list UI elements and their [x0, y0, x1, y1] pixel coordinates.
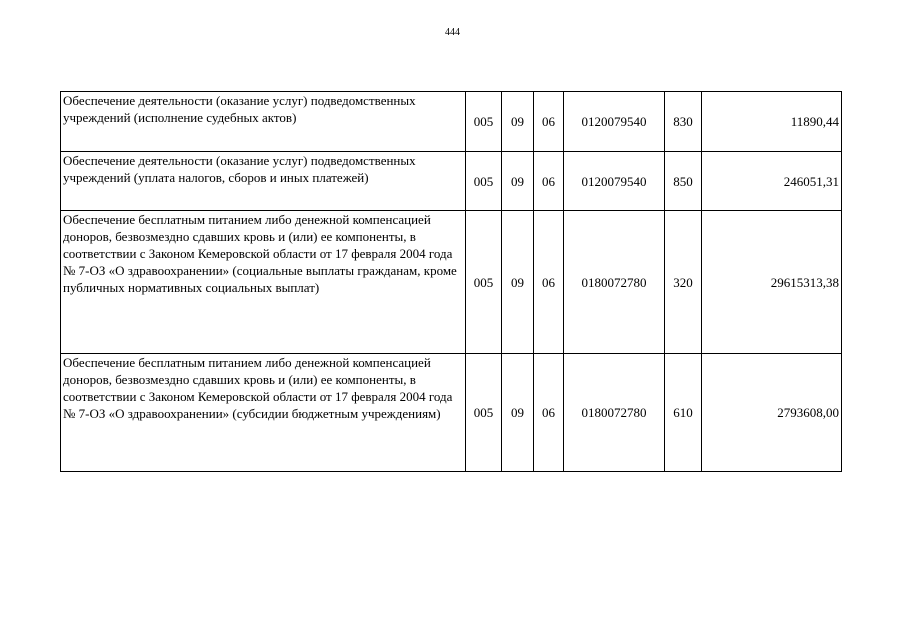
- section-code-cell: 09: [502, 211, 534, 354]
- page-number: 444: [445, 27, 460, 38]
- subsection-code-cell: 06: [534, 211, 564, 354]
- expense-type-cell: 850: [665, 152, 702, 211]
- expense-name-cell: Обеспечение бесплатным питанием либо денежной компенсацией доноров, безвозмездно сдавших кровь и (или) ее компоненты, в соответствии с Законом Кемеровской области от 17 февраля 2004 года № 7-ОЗ «О здравоохранении» (субсидии бюджетным учреждениям): [61, 354, 466, 472]
- target-article-cell: 0120079540: [564, 152, 665, 211]
- subsection-code-cell: 06: [534, 354, 564, 472]
- budget-table: [60, 91, 842, 472]
- ministry-code-cell: 005: [466, 152, 502, 211]
- expense-type-cell: 610: [665, 354, 702, 472]
- target-article-cell: 0120079540: [564, 92, 665, 152]
- amount-cell: 2793608,00: [702, 354, 842, 472]
- expense-name-cell: Обеспечение бесплатным питанием либо денежной компенсацией доноров, безвозмездно сдавших кровь и (или) ее компоненты, в соответствии с Законом Кемеровской области от 17 февраля 2004 года № 7-ОЗ «О здравоохранении» (социальные выплаты гражданам, кроме публичных нормативных социальных выплат): [61, 211, 466, 354]
- ministry-code-cell: 005: [466, 92, 502, 152]
- section-code-cell: 09: [502, 92, 534, 152]
- table-row: [61, 92, 842, 152]
- subsection-code-cell: 06: [534, 92, 564, 152]
- table-row: [61, 152, 842, 211]
- subsection-code-cell: 06: [534, 152, 564, 211]
- expense-name-cell: Обеспечение деятельности (оказание услуг) подведомственных учреждений (уплата налогов, сборов и иных платежей): [61, 152, 466, 211]
- ministry-code-cell: 005: [466, 211, 502, 354]
- table-row: [61, 211, 842, 354]
- expense-type-cell: 320: [665, 211, 702, 354]
- expense-type-cell: 830: [665, 92, 702, 152]
- section-code-cell: 09: [502, 354, 534, 472]
- ministry-code-cell: 005: [466, 354, 502, 472]
- table-row: [61, 354, 842, 472]
- target-article-cell: 0180072780: [564, 211, 665, 354]
- amount-cell: 246051,31: [702, 152, 842, 211]
- amount-cell: 29615313,38: [702, 211, 842, 354]
- amount-cell: 11890,44: [702, 92, 842, 152]
- section-code-cell: 09: [502, 152, 534, 211]
- target-article-cell: 0180072780: [564, 354, 665, 472]
- expense-name-cell: Обеспечение деятельности (оказание услуг) подведомственных учреждений (исполнение судебных актов): [61, 92, 466, 152]
